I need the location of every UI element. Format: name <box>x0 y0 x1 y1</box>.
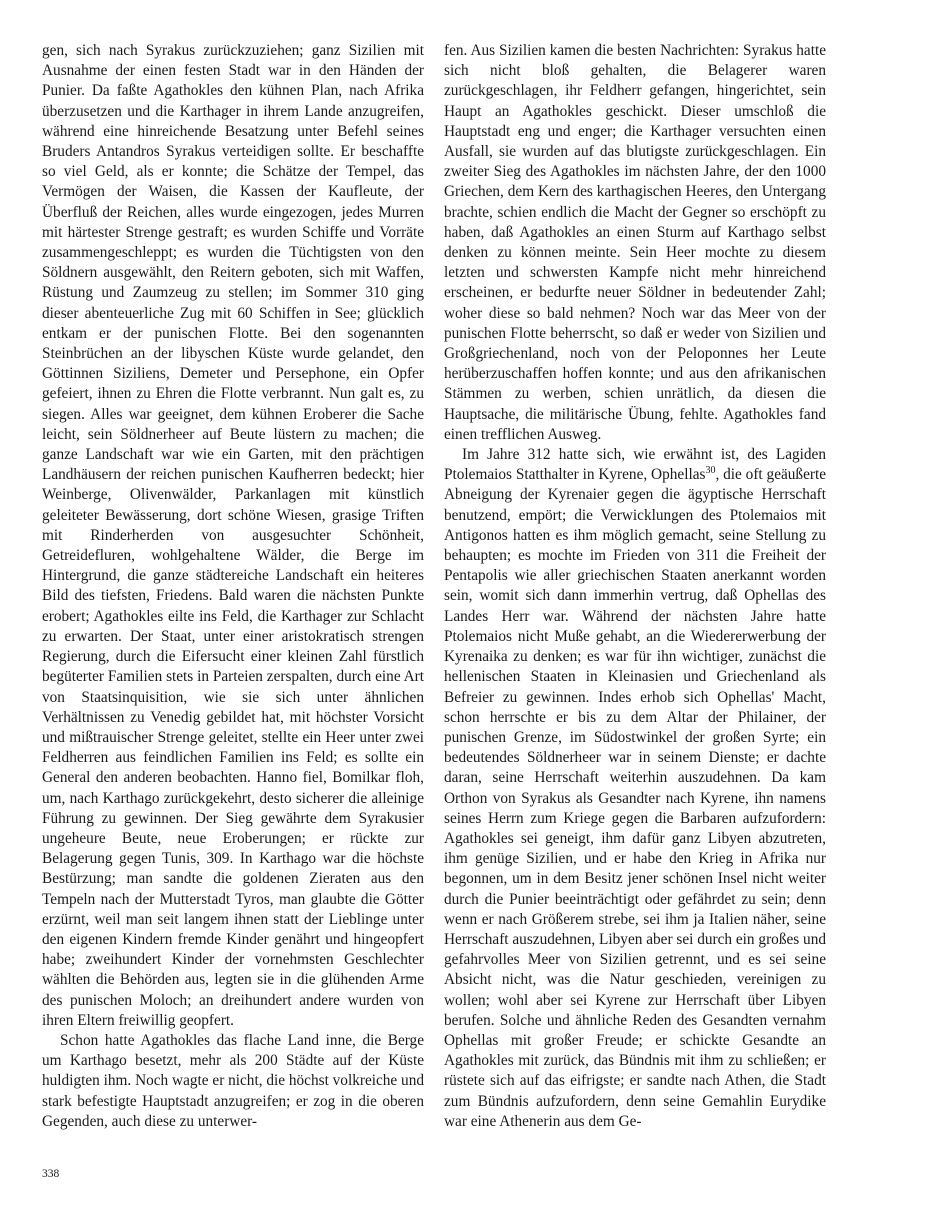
right-column <box>444 41 826 1132</box>
paragraph-text: Im Jahre 312 hatte sich, wie erwähnt ist, des Lagiden Ptolemaios Statthalter in Kyrene, Ophellas <box>444 446 826 484</box>
paragraph: Schon hatte Agathokles das flache Land inne, die Berge um Karthago besetzt, mehr als 200 Städte auf der Küste huldigten ihm. Noch wagte er nicht, die höchst volkreiche und stark befestigte Hauptstadt anzugreifen; er zog in die oberen Gegenden, auch diese zu unterwer- <box>42 1031 424 1130</box>
page-number: 338 <box>42 1168 60 1180</box>
paragraph-text: , die oft geäußerte Abneigung der Kyrenaier gegen die ägyptische Herrschaft benutzend, empört; die Verwicklungen des Ptolemaios mit Antigonos hatten es ihm möglich gemacht, seine Stellung zu behaupten; es mochte im Frieden von 311 die Freiheit der Pentapolis wie aller griechischen Staaten anerkannt worden sein, womit sich dann immerhin vertrug, daß Ophellas des Landes Herr war. Während der nächsten Jahre hatte Ptolemaios nicht Muße gehabt, an die Wiedererwerbung der Kyrenaika zu denken; es war für ihn wichtiger, zunächst die hellenischen Staaten in Kleinasien und Griechenland als Befreier zu gewinnen. Indes erhob sich Ophellas' Macht, schon herrschte er bis zu dem Altar der Philainer, der punischen Grenze, im Südostwinkel der großen Syrte; ein bedeutendes Söldnerheer war in seinem Dienste; er dachte daran, seine Herrschaft weiterhin auszudehnen. Da kam Orthon von Syrakus als Gesandter nach Kyrene, ihn namens seines Herrn zum Kriege gegen die Barbaren aufzufordern: Agathokles sei geneigt, ihm dafür ganz Libyen abzutreten, ihm genüge Sizilien, und er habe den Krieg in Afrika nur begonnen, um in dem Besitz jener schönen Insel nicht weiter durch die Punier beeinträchtigt oder gefährdet zu sein; denn wenn er nach Größerem strebe, sei ihm ja Italien näher, seine Herrschaft auszudehnen, Libyen aber sei durch ein großes und gefahrvolles Meer von Sizilien getrennt, und es sei seine Absicht nicht, was die Natur geschieden, vereinigen zu wollen; wohl aber sei Kyrene zur Herrschaft über Libyen berufen. Solche und ähnliche Reden des Gesandten vernahm Ophellas mit großer Freude; er schickte Gesandte an Agathokles mit zurück, das Bündnis mit ihm zu schließen; er rüstete sich auf das eifrigste; er sandte nach Athen, die Stadt zum Bündnis aufzufordern, denn seine Gemahlin Eurydike war eine Athenerin aus dem Ge- <box>444 466 826 1130</box>
paragraph-with-footnote <box>444 445 826 1132</box>
footnote-marker: 30 <box>705 465 716 477</box>
paragraph: gen, sich nach Syrakus zurückzuziehen; ganz Sizilien mit Ausnahme der einen festen Stadt war in den Händen der Punier. Da faßte Agathokles den kühnen Plan, nach Afrika überzusetzen und die Karthager in ihrem Lande anzugreifen, während eine hinreichende Besatzung unter Befehl seines Bruders Antandros Syrakus verteidigen sollte. Er beschaffte so viel Geld, als er konnte; die Schätze der Tempel, das Vermögen der Waisen, die Kassen der Kaufleute, der Überfluß der Reichen, alles wurde eingezogen, jedes Murren mit härtester Strenge gestraft; es wurden Schiffe und Vorräte zusammengeschleppt; es wurden die Tüchtigsten von den Söldnern ausgewählt, den Reitern geboten, sich mit Waffen, Rüstung und Zaumzeug zu stellen; im Sommer 310 ging dieser abenteuerliche Zug mit 60 Schiffen in See; glücklich entkam er der punischen Flotte. Bei den sogenannten Steinbrüchen an der libyschen Küste wurde gelandet, den Göttinnen Siziliens, Demeter und Persephone, ein Opfer gefeiert, ihnen zu Ehren die Flotte verbrannt. Nun galt es, zu siegen. Alles war geeignet, dem kühnen Eroberer die Sache leicht, sein Söldnerheer auf Beute lüstern zu machen; die ganze Landschaft war wie ein Garten, mit den prächtigen Landhäusern der reichen punischen Kaufherren bedeckt; hier Weinberge, Olivenwälder, Parkanlagen mit künstlich geleiteter Bewässerung, dort schöne Wiesen, grasige Triften mit Rinderherden von ausgesuchter Schönheit, Getreidefluren, wohlgehaltene Wälder, die Berge im Hintergrund, die ganze städtereiche Landschaft ein heiteres Bild des tiefsten, Friedens. Bald waren die nächsten Punkte erobert; Agathokles eilte ins Feld, die Karthager zur Schlacht zu erwarten. Der Staat, unter einer aristokratisch strengen Regierung, durch die Eifersucht einer kleinen Zahl fürstlich begüterter Familien stets in Parteien zerspalten, durch eine Art von Staatsinquisition, wie sie sich unter ähnlichen Verhältnissen zu Venedig gebildet hat, mit höchster Vorsicht und mißtrauischer Strenge geleitet, stellte ein Heer unter zwei Feldherren aus feindlichen Familien ins Feld; es sollte ein General den anderen beobachten. Hanno fiel, Bomilkar floh, um, nach Karthago zurückgekehrt, desto sicherer die alleinige Führung zu gewinnen. Der Sieg gewährte dem Syrakusier ungeheure Beute, neue Eroberungen; er rückte zur Belagerung gegen Tunis, 309. In Karthago war die höchste Bestürzung; man sandte die goldenen Zieraten aus den Tempeln nach der Mutterstadt Tyros, man glaubte die Götter erzürnt, weil man seit langem ihnen statt der Lieblinge unter den eigenen Kindern fremde Kinder genährt und hingeopfert habe; zweihundert Kinder der vornehmsten Geschlechter wählten die Behörden aus, legten sie in die glühenden Arme des punischen Moloch; an dreihundert andere wurden von ihren Eltern freiwillig geopfert. <box>42 42 424 1029</box>
paragraph: fen. Aus Sizilien kamen die besten Nachrichten: Syrakus hatte sich nicht bloß gehalten, die Belagerer waren zurückgeschlagen, ihr Feldherr gefangen, hingerichtet, sein Haupt an Agathokles geschickt. Dieser umschloß die Hauptstadt eng und enger; die Karthager versuchten einen Ausfall, sie wurden auf das blutigste zurückgeschlagen. Ein zweiter Sieg des Agathokles im nächsten Jahre, der den 1000 Griechen, dem Kern des karthagischen Heeres, den Untergang brachte, schien endlich die Macht der Gegner so erschöpft zu haben, daß Agathokles an einen Sturm auf Karthago selbst denken zu können meinte. Sein Heer mochte zu diesem letzten und schwersten Kampfe nicht mehr hinreichend erscheinen, er bedurfte neuer Söldner in bedeutender Zahl; woher diese so bald nehmen? Noch war das Meer von der punischen Flotte beherrscht, so daß er weder von Sizilien und Großgriechenland, noch von der Peloponnes her Leute herüberzuschaffen hoffen konnte; und aus den afrikanischen Stämmen zu werben, schien unrätlich, da diesen die Hauptsache, die militärische Übung, fehlte. Agathokles fand einen trefflichen Ausweg. <box>444 42 826 443</box>
left-column <box>42 41 424 1132</box>
